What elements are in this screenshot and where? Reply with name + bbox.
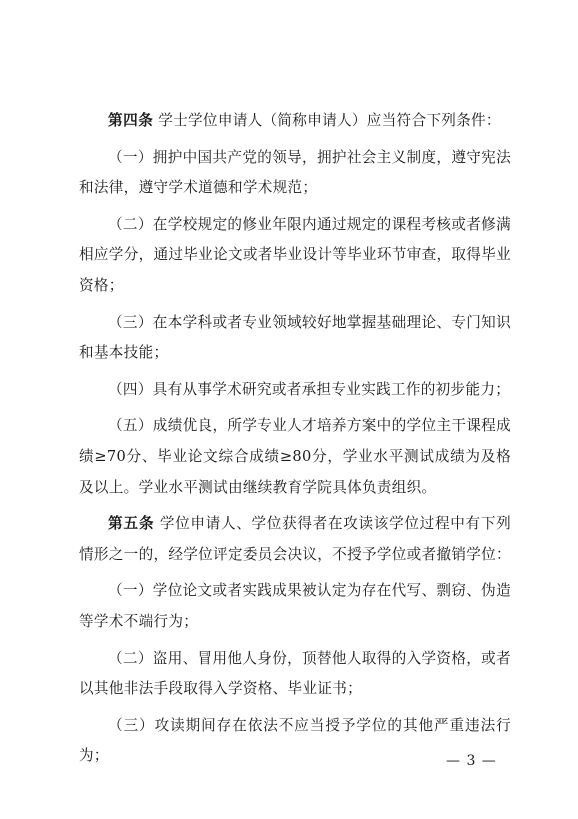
article-5-heading: 第五条 (108, 515, 155, 533)
article-5-intro-text: 学位申请人、学位获得者在攻读该学位过程中有下列情形之一的，经学位评定委员会决议，不授予学位或者撤销学位： (79, 515, 511, 563)
article-5-intro (79, 509, 511, 570)
article-4-item-4: （四）具有从事学术研究或者承担专业实践工作的初步能力； (108, 380, 511, 398)
article-4-item-1: （一）拥护中国共产党的领导，拥护社会主义制度，遵守宪法和法律，遵守学术道德和学术规范； (79, 148, 511, 197)
article-4-heading: 第四条 (108, 112, 154, 129)
article-5-item-3: （三）攻读期间存在依法不应当授予学位的其他严重违法行为； (79, 716, 511, 765)
document-body (79, 106, 511, 774)
article-4-item-3: （三）在本学科或者专业领域较好地掌握基础理论、专门知识和基本技能； (79, 313, 511, 362)
article-5-item-2: （二）盗用、冒用他人身份，顶替他人取得的入学资格，或者以其他非法手段取得入学资格、毕业证书； (79, 649, 511, 698)
page-number: — 3 — (446, 753, 497, 769)
article-4-intro-text: 学士学位申请人（简称申请人）应当符合下列条件： (158, 112, 501, 129)
article-4-item-2: （二）在学校规定的修业年限内通过规定的课程考核或者修满相应学分，通过毕业论文或者毕业设计等毕业环节审查，取得毕业资格； (79, 215, 511, 294)
article-5-item-1: （一）学位论文或者实践成果被认定为存在代写、剽窃、伪造等学术不端行为； (79, 582, 511, 630)
article-4-intro (79, 106, 511, 137)
article-4-item-5: （五）成绩优良，所学专业人才培养方案中的学位主干课程成绩≥70分、毕业论文综合成绩≥80分，学业水平测试成绩为及格及以上。学业水平测试由继续教育学院具体负责组织。 (79, 417, 511, 496)
